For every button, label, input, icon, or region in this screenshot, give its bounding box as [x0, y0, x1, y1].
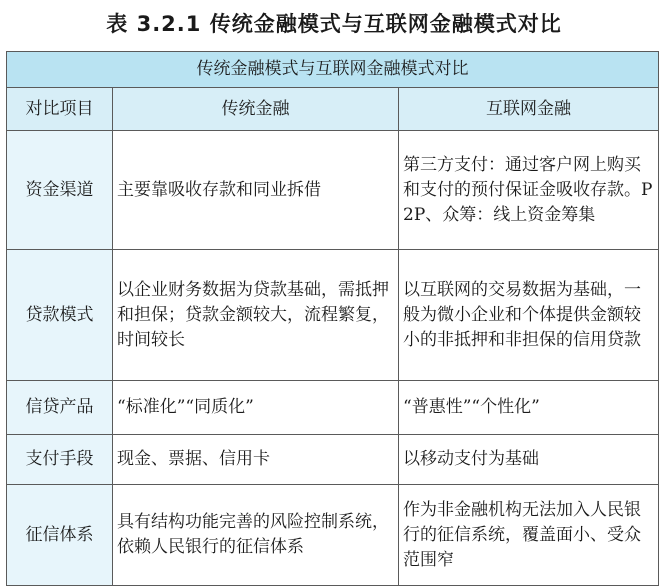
- table-row: [7, 131, 659, 250]
- cell-internet: 作为非金融机构无法加入人民银行的征信系统，覆盖面小、受众范围窄: [399, 485, 659, 586]
- comparison-table: [6, 51, 659, 586]
- comparison-table-container: [6, 51, 658, 586]
- header-item: 对比项目: [7, 88, 113, 131]
- cell-traditional: 现金、票据、信用卡: [113, 435, 399, 485]
- cell-traditional: “标准化”“同质化”: [113, 381, 399, 435]
- table-title: 传统金融模式与互联网金融模式对比: [7, 52, 659, 88]
- row-item-credit-product: 信贷产品: [7, 381, 113, 435]
- header-internet: 互联网金融: [399, 88, 659, 131]
- row-item-funding-channel: 资金渠道: [7, 131, 113, 250]
- row-item-loan-model: 贷款模式: [7, 250, 113, 381]
- table-title-row: [7, 52, 659, 88]
- row-item-payment-method: 支付手段: [7, 435, 113, 485]
- table-row: [7, 250, 659, 381]
- row-item-credit-system: 征信体系: [7, 485, 113, 586]
- table-row: [7, 435, 659, 485]
- table-caption: 表 3.2.1 传统金融模式与互联网金融模式对比: [106, 12, 562, 36]
- cell-traditional: 以企业财务数据为贷款基础，需抵押和担保；贷款金额较大，流程繁复，时间较长: [113, 250, 399, 381]
- cell-internet: 第三方支付：通过客户网上购买和支付的预付保证金吸收存款。P2P、众筹：线上资金筹集: [399, 131, 659, 250]
- cell-internet: 以移动支付为基础: [399, 435, 659, 485]
- table-row: [7, 485, 659, 586]
- header-traditional: 传统金融: [113, 88, 399, 131]
- cell-traditional: 主要靠吸收存款和同业拆借: [113, 131, 399, 250]
- table-row: [7, 381, 659, 435]
- header-row: [7, 88, 659, 131]
- cell-internet: “普惠性”“个性化”: [399, 381, 659, 435]
- cell-internet: 以互联网的交易数据为基础，一般为微小企业和个体提供金额较小的非抵押和非担保的信用贷款: [399, 250, 659, 381]
- cell-traditional: 具有结构功能完善的风险控制系统，依赖人民银行的征信体系: [113, 485, 399, 586]
